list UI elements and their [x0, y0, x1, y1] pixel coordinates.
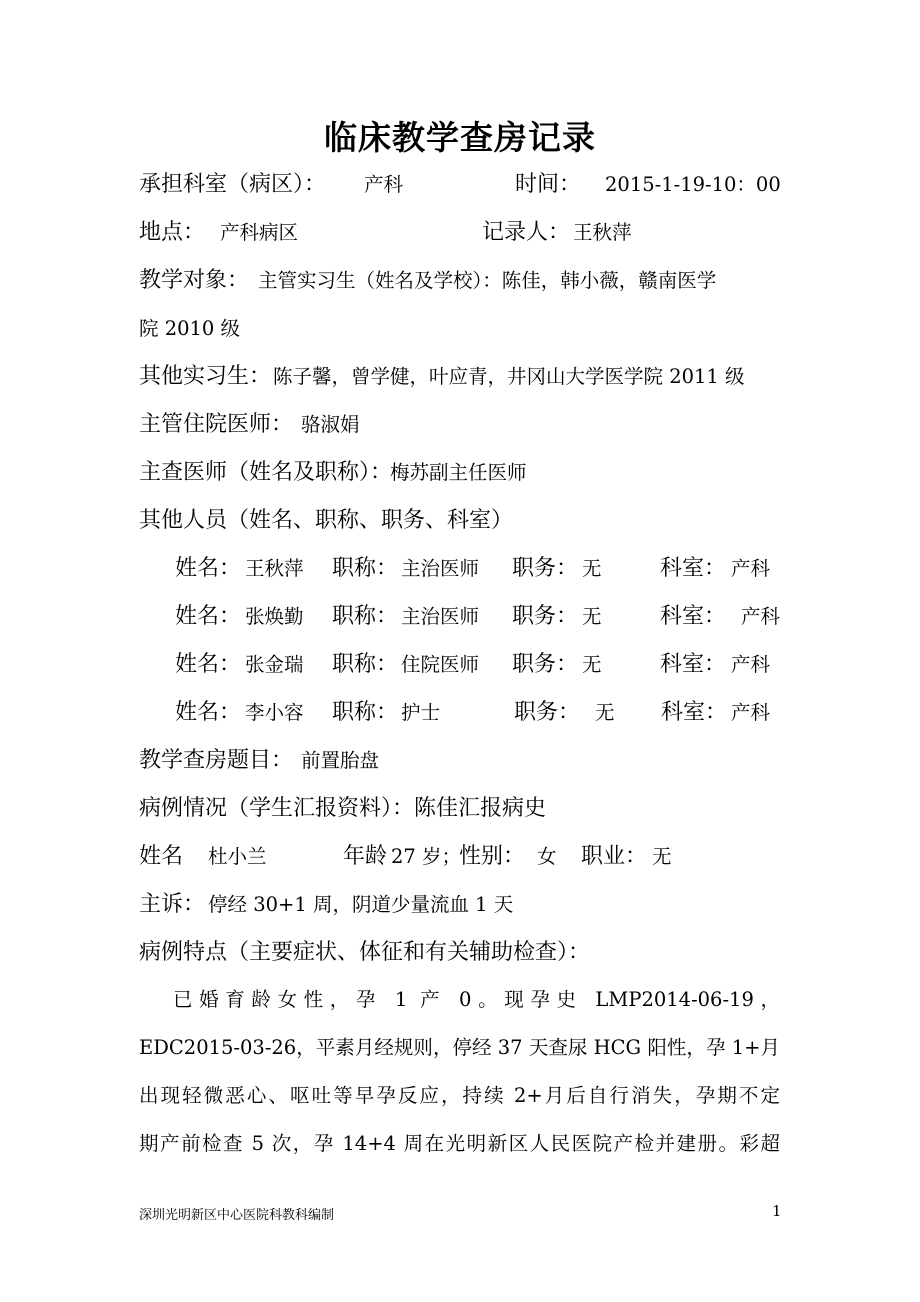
chief-label: 主查医师（姓名及职称）： — [139, 460, 393, 485]
page-number: 1 — [772, 1202, 782, 1220]
staff-title: 主治医师 — [401, 557, 480, 580]
other-interns-label: 其他实习生： — [139, 364, 272, 389]
staff-name-label: 姓名： — [175, 700, 242, 725]
staff-duty: 无 — [582, 557, 602, 580]
topic-value: 前置胎盘 — [301, 749, 380, 772]
staff-title-label: 职称： — [332, 556, 399, 581]
location-value: 产科病区 — [220, 221, 299, 244]
staff-name-label: 姓名： — [175, 556, 242, 581]
dept-value: 产科 — [364, 173, 404, 196]
others-label: 其他人员（姓名、职称、职务、科室） — [139, 508, 514, 533]
time-value: 2015-1-19-10：00 — [605, 173, 781, 196]
staff-name: 王秋萍 — [245, 557, 304, 580]
target-value-cont: 院 2010 级 — [139, 317, 241, 340]
staff-duty-label: 职务： — [514, 700, 581, 725]
age-label: 年龄 — [343, 844, 388, 869]
sex-value: 女 — [537, 845, 557, 868]
staff-dept-label: 科室： — [660, 652, 727, 677]
staff-duty-label: 职务： — [512, 604, 579, 629]
paragraph-line: EDC2015-03-26，平素月经规则，停经 37 天查尿 HCG 阳性，孕 1+月 — [139, 1036, 780, 1059]
staff-duty: 无 — [582, 605, 602, 628]
patient-name: 杜小兰 — [208, 845, 267, 868]
topic-label: 教学查房题目： — [139, 748, 294, 773]
staff-duty-label: 职务： — [512, 652, 579, 677]
sex-label: 性别： — [459, 844, 526, 869]
paragraph-line: 已婚育龄女性，孕 1 产 0。现孕史 LMP2014-06-19， — [173, 988, 780, 1011]
paragraph-line: 出现轻微恶心、呕吐等早孕反应，持续 2+月后自行消失，孕期不定 — [139, 1084, 780, 1107]
recorder-value: 王秋萍 — [573, 221, 632, 244]
staff-name: 张金瑞 — [245, 653, 304, 676]
case-label: 病例情况（学生汇报资料）：陈佳汇报病史 — [139, 796, 547, 821]
staff-title: 主治医师 — [401, 605, 480, 628]
complaint-label: 主诉： — [139, 892, 206, 917]
resident-value: 骆淑娟 — [301, 413, 360, 436]
staff-title: 护士 — [401, 701, 441, 724]
location-label: 地点： — [139, 220, 206, 245]
other-interns-value: 陈子馨，曾学健，叶应青，井冈山大学医学院 2011 级 — [273, 365, 745, 388]
staff-dept-label: 科室： — [660, 604, 727, 629]
patient-name-label: 姓名 — [139, 844, 184, 869]
staff-title: 住院医师 — [401, 653, 480, 676]
staff-title-label: 职称： — [332, 700, 399, 725]
resident-label: 主管住院医师： — [139, 412, 294, 437]
staff-duty: 无 — [582, 653, 602, 676]
staff-dept-label: 科室： — [661, 700, 728, 725]
features-label: 病例特点（主要症状、体征和有关辅助检查）： — [139, 940, 591, 965]
job-label: 职业： — [581, 844, 648, 869]
staff-dept: 产科 — [731, 701, 771, 724]
staff-dept: 产科 — [741, 605, 781, 628]
age-value: 27 岁； — [391, 845, 462, 868]
staff-name-label: 姓名： — [175, 652, 242, 677]
staff-name-label: 姓名： — [175, 604, 242, 629]
target-label: 教学对象： — [139, 268, 250, 293]
target-value: 主管实习生（姓名及学校）：陈佳，韩小薇，赣南医学 — [258, 269, 717, 292]
chief-value: 梅苏副主任医师 — [390, 461, 527, 484]
complaint-value: 停经 30+1 周，阴道少量流血 1 天 — [208, 893, 514, 916]
staff-title-label: 职称： — [332, 652, 399, 677]
dept-label: 承担科室（病区）： — [139, 172, 327, 197]
paragraph-line: 期产前检查 5 次，孕 14+4 周在光明新区人民医院产检并建册。彩超 — [139, 1132, 780, 1155]
staff-dept: 产科 — [731, 557, 771, 580]
staff-name: 李小容 — [245, 701, 304, 724]
recorder-label: 记录人： — [482, 220, 571, 245]
staff-duty: 无 — [595, 701, 615, 724]
staff-title-label: 职称： — [332, 604, 399, 629]
page-title: 临床教学查房记录 — [324, 118, 596, 157]
footer-text: 深圳光明新区中心医院科教科编制 — [139, 1208, 335, 1223]
job-value: 无 — [652, 845, 672, 868]
staff-name: 张焕勤 — [245, 605, 304, 628]
time-label: 时间： — [515, 172, 582, 197]
staff-duty-label: 职务： — [512, 556, 579, 581]
staff-dept: 产科 — [731, 653, 771, 676]
staff-dept-label: 科室： — [660, 556, 727, 581]
